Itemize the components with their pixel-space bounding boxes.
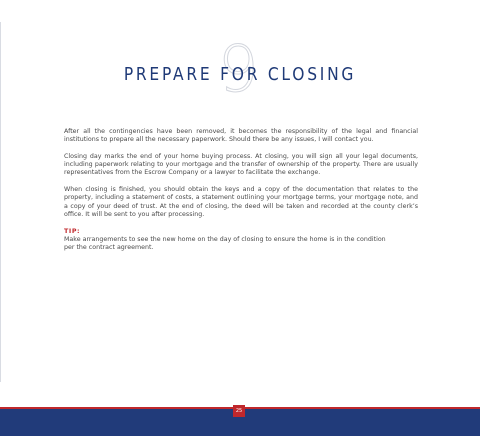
page-number-badge: 25 <box>233 405 245 417</box>
tip-text-line-1: Make arrangements to see the new home on the day of closing to ensure the home is in the condition <box>64 235 386 243</box>
paragraph-1: After all the contingencies have been removed, it becomes the responsibility of the legal and financial institutions to prepare all the necessary paperwork. Should there be any issues, I will contact you. <box>64 128 418 144</box>
page-title: PREPARE FOR CLOSING <box>123 64 357 85</box>
paragraph-3: When closing is finished, you should obtain the keys and a copy of the documentation that relates to the property, including a statement of costs, a statement outlining your mortgage terms, your mortgage note, and a copy of your deed of trust. At the end of closing, the deed will be taken and recorded at the county clerk’s office. It will be sent to you after processing. <box>64 186 418 218</box>
tip-text-line-2: per the contract agreement. <box>64 244 154 252</box>
paragraph-2: Closing day marks the end of your home buying process. At closing, you will sign all your legal documents, including paperwork relating to your mortgage and the transfer of ownership of the property. There are usually representatives from the Escrow Company or a lawyer to facilitate the exchange. <box>64 152 418 177</box>
tip-label: TIP: <box>64 227 81 235</box>
body-text <box>64 128 418 252</box>
tip-block <box>64 228 418 253</box>
page-edge-line <box>0 22 1 382</box>
section-numeral: 9 <box>218 33 259 107</box>
